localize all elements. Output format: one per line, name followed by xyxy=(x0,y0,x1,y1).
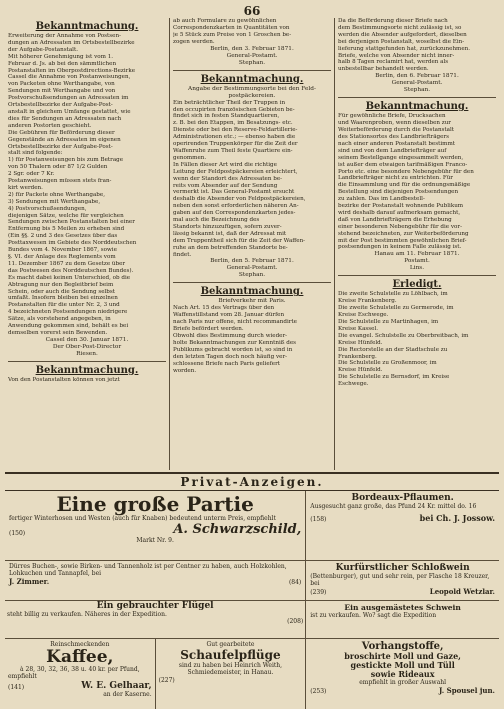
ad-address: an der Kaserne. xyxy=(103,690,152,698)
column-1 xyxy=(5,18,169,470)
text-line: 1) für Postanweisungen bis zum Betrage xyxy=(8,157,124,164)
text-line: dem Bestimmungsorte nicht zulässig ist, so xyxy=(338,24,462,31)
notice-signature xyxy=(173,258,331,279)
text-line: neben den sonst erforderlichen näheren An- xyxy=(173,203,299,210)
text-line: findet sich in festen Standquartieren, xyxy=(173,113,280,120)
text-line: Briefe befördert werden. xyxy=(173,326,244,333)
text-line: Berlin, den 3. Februar 1871. xyxy=(210,45,294,52)
text-line: Sätze, als vorstehend angegeben, in xyxy=(8,316,111,323)
ad-advertiser: J. Zimmer. xyxy=(9,577,50,587)
text-line: Landbriefträger nicht zu entrichten. Für xyxy=(338,175,453,182)
text-line: Von den Postanstalten können von jetzt xyxy=(8,376,120,383)
text-line: die Einsammlung und für die ordnungsmäßige xyxy=(338,182,471,189)
ad-fluegel-row xyxy=(5,601,305,639)
text-line: Waffenruhe zum Theil feste Quartiere ein- xyxy=(173,147,293,154)
text-line: Die Rectorstelle an der Stadtschule zu xyxy=(338,346,448,353)
notice-signature xyxy=(338,73,496,94)
notice-body xyxy=(173,100,331,259)
text-line: zu zahlen. Das im Landbestell- xyxy=(338,196,425,203)
text-line: z. B. bei den Etappen, im Besatzungs- etc. xyxy=(173,120,293,127)
ad-text: sind zu haben bei Heinrich Weith, Schmiedemeister, in Hanau. xyxy=(178,662,283,677)
divider xyxy=(338,275,496,276)
text-line: bei derjenigen Postanstalt, woselbst die Ein- xyxy=(338,38,465,45)
text-line: der Aufgabe-Postanstalt. xyxy=(8,46,78,53)
text-line: je 5 Stück zum Preise von 1 Groschen be- xyxy=(173,31,292,38)
ads-grid xyxy=(5,491,499,709)
text-line: Entfernung bis 5 Meilen zu erheben sind xyxy=(8,226,125,233)
notice-heading: Bekanntmachung. xyxy=(35,364,139,376)
text-line: Erweiterung der Annahme von Postsen- xyxy=(8,33,121,39)
text-line: Anwendung gekommen sind, behält es bei xyxy=(8,323,129,330)
text-line: lässig bekannt ist, daß der Adressat mit xyxy=(173,230,287,237)
ad-number: (141) xyxy=(8,683,25,691)
text-line: von 50 Thalern oder 87 1/2 Gulden xyxy=(8,164,108,171)
text-line: Die Gebühren für Beförderung dieser xyxy=(8,129,115,136)
text-line: Ortsbestellbezirke der Aufgabe-Post- xyxy=(8,102,113,109)
text-line: Dienste oder bei den Reserve-Feldartillerie- xyxy=(173,127,298,134)
text-line: Stephan. xyxy=(403,87,431,94)
text-line: stalt sind folgende: xyxy=(8,150,63,157)
text-line: Februar d. Js. ab bei den sämmtlichen xyxy=(8,60,117,67)
notice-heading: Bekanntmachung. xyxy=(200,73,304,85)
text-line: anstalt in gleichem Umfange gestattet, wie xyxy=(8,108,131,115)
ad-advertiser: A. Schwarzschild, xyxy=(173,522,302,538)
ad-line: broschirte Moll und Gaze, xyxy=(344,651,461,661)
text-line: Kreise Frankenberg. xyxy=(338,298,397,305)
text-line: ist außer dem etwaigen tarifmäßigen Franco- xyxy=(338,161,468,168)
text-line: genommen. xyxy=(173,154,207,161)
text-line: Postanstalten im Oberpostdirections-Bezirke xyxy=(8,67,136,74)
text-line: Leitung der Feldpostpäckereien erleichtert, xyxy=(173,168,298,175)
ad-text: fertiger Winterhosen und Westen (auch für Knaben) bedeutend unterm Preis, empfiehlt xyxy=(9,515,276,522)
ad-partie xyxy=(5,491,305,561)
text-line: 4 bezeichneten Postsendungen niedrigere xyxy=(8,309,128,316)
text-line: reits vom Absender auf der Sendung xyxy=(173,182,278,189)
notice-heading: Bekanntmachung. xyxy=(35,21,139,32)
text-line: Es macht dabei keinen Unterschied, ob die xyxy=(8,274,131,281)
text-line: In Fällen dieser Art wird die richtige xyxy=(173,161,277,168)
text-line: dem Truppentheil sich für die Zeit der Waffen- xyxy=(173,237,306,244)
notice-body xyxy=(173,18,331,46)
notice-body xyxy=(338,113,496,251)
ad-line: gestickte Moll und Tüll xyxy=(350,660,455,670)
text-line: gaben auf den Correspondenzkarten jedes- xyxy=(173,210,296,217)
text-line: Bundes vom 4. November 1867, sowie xyxy=(8,247,117,254)
ad-title: Ein gebrauchter Flügel xyxy=(96,601,214,611)
text-line: Postanweisungen müssen stets fran- xyxy=(8,178,112,185)
text-line: ab auch Formulare zu gewöhnlichen xyxy=(173,18,277,24)
text-line: Die Schulstelle zu Bernsdorf, im Kreise xyxy=(338,374,450,381)
text-line: ruhe an dem betreffenden Standorte be- xyxy=(173,244,288,251)
official-notices xyxy=(5,18,499,470)
notice-body xyxy=(173,305,331,374)
text-line: von Packeten ohne Werthangabe, von xyxy=(8,81,115,88)
ad-text: (Bettenburger), gut und sehr rein, per Flasche 18 Kreuzer, bei xyxy=(310,573,490,588)
text-line: den letzten Tagen doch noch häufig ver- xyxy=(173,353,288,360)
notice-heading: Bekanntmachung. xyxy=(365,101,469,113)
ad-line: sowie Rideaux xyxy=(370,669,435,679)
text-line: §. VI. der Anlage des Reglements vom xyxy=(8,254,116,260)
text-line: Briefe, welche von Absender nicht inner- xyxy=(338,52,455,59)
text-line: Die Schulstelle zu Großenmoor, im xyxy=(338,360,437,367)
ad-advertiser: J. Spousel jun. xyxy=(439,686,495,696)
text-line: Stephan. xyxy=(238,272,266,279)
text-line: General-Postamt. xyxy=(226,265,278,272)
text-line: (Ein §§. 2 und 3 des Gesetzes über das xyxy=(8,233,118,240)
ad-advertiser: bei Ch. J. Jossow. xyxy=(419,513,495,524)
notice-signature xyxy=(173,46,331,67)
text-line: Weiterbeförderung durch die Postanstalt xyxy=(338,127,455,134)
text-line: stehend bezeichneten, zur Weiterbeförderung xyxy=(338,230,469,237)
divider xyxy=(8,361,166,362)
ad-number: (158) xyxy=(310,516,327,524)
text-line: umfaßt. Insofern bleiben bei einzelnen xyxy=(8,295,118,302)
text-line: Die evangel. Schulstelle zu Oberbreitbach, im xyxy=(338,332,469,339)
vacancy-list xyxy=(338,291,496,388)
ad-number: (227) xyxy=(158,676,175,684)
text-line: 11. Dezember 1867 zu dem Gesetze über xyxy=(8,260,126,267)
text-line: kirt werden. xyxy=(8,184,43,191)
text-line: Administrationen etc.; — ebenso haben die xyxy=(173,134,296,141)
text-line: seinem Bestellgange eingesammelt werden, xyxy=(338,154,464,161)
text-line: demselben vorerst sein Bewenden. xyxy=(8,329,108,336)
ad-number: (253) xyxy=(310,688,327,696)
text-line: Die zweite Schulstelle zu Germerode, im xyxy=(338,305,454,312)
ad-pretitle: Gut gearbeitete xyxy=(206,641,255,648)
ad-text: empfiehlt in großer Auswahl xyxy=(359,679,447,686)
text-line: worden. xyxy=(173,367,197,374)
text-line: Stephan. xyxy=(238,59,266,66)
ad-schlosswein xyxy=(305,561,499,601)
text-line: diejenigen Sätze, welche für vergleichen xyxy=(8,212,124,219)
text-line: wird deshalb darauf aufmerksam gemacht, xyxy=(338,209,461,216)
text-line: Kreise Kassel. xyxy=(338,325,379,332)
text-line: dungen an Adressaten im Ortsbestellbezirke xyxy=(8,39,135,46)
text-line: Standorts hinzuzufügen, sofern zuver- xyxy=(173,223,282,230)
text-line: nach Paris nur offene, nicht recommandirte xyxy=(173,319,297,326)
ad-text: à 28, 30, 32, 36, 38 u. 40 kr. per Pfund, xyxy=(20,666,140,674)
ad-text: ist zu verkaufen. Wo? sagt die Expedition xyxy=(310,612,437,619)
text-line: daß von Landbriefträgern die Erhebung xyxy=(338,216,452,223)
text-line: Ein beträchtlicher Theil der Truppen in xyxy=(173,99,286,106)
column-3 xyxy=(334,18,499,470)
ad-text: Dürres Buchen-, sowie Birken- und Tannenholz ist per Centner zu haben, auch Holzkohlen, Lohkuchen und Tannapfel, bei xyxy=(9,563,287,578)
text-line: Nach Art. 15 des Vertrags über den xyxy=(173,305,275,312)
text-line: Gegenstände an Adressaten im eigenen xyxy=(8,136,121,143)
text-line: Schein, oder auch die Sendung selbst xyxy=(8,288,116,295)
text-line: Publikums gebracht worden ist, so sind in xyxy=(173,346,293,353)
text-line: Hanau am 11. Februar 1871. xyxy=(374,251,460,258)
notice-subheading: Briefverkehr mit Paris. xyxy=(218,298,286,305)
text-line: Die Schulstelle zu Martinhagen, im xyxy=(338,319,439,325)
notice-subheading: Angabe der Bestimmungsorte bei den Feld- xyxy=(188,85,316,92)
text-line: unbestellbar behandelt werden. xyxy=(338,66,429,73)
ad-title: Ein ausgemästetes Schwein xyxy=(344,603,461,612)
text-line: Da die Beförderung dieser Briefe nach xyxy=(338,18,448,24)
ad-number: (150) xyxy=(9,530,26,538)
text-line: Cassel die Annahme von Postanweisungen, xyxy=(8,74,131,81)
text-line: vermerkt ist. Das General-Postamt ersucht xyxy=(173,189,295,196)
text-line: 2 Sgr. oder 7 Kr. xyxy=(8,171,55,178)
text-line: Postvorschußsendungen an Adressaten im xyxy=(8,95,129,102)
text-line: Abtragung nur den Begleitbrief beim xyxy=(8,281,114,288)
notice-heading: Bekanntmachung. xyxy=(200,286,304,298)
text-line: Waffenstillstand vom 28. Januar dürfen xyxy=(173,312,285,319)
notice-signature xyxy=(338,251,496,272)
ad-text: empfiehlt xyxy=(8,673,37,681)
ad-schwein xyxy=(305,601,499,639)
text-line: den occupirten französischen Gebieten be- xyxy=(173,106,295,113)
divider xyxy=(173,70,331,71)
text-line: des Stationsortes des Landbriefträgers xyxy=(338,133,449,140)
notice-body xyxy=(338,18,496,73)
text-line: mit der Post bestimmten gewöhnlichen Brief- xyxy=(338,237,467,244)
text-line: Berlin, den 6. Februar 1871. xyxy=(375,73,459,80)
ad-fluegel xyxy=(5,601,305,638)
notice-signature xyxy=(8,337,166,358)
ad-text: steht billig zu verkaufen. Näheres in der Expedition. xyxy=(7,611,167,618)
ad-pretitle: Reinschmeckenden xyxy=(50,641,110,648)
text-line: postsendungen in keinem Falle zulässig ist. xyxy=(338,244,462,251)
ad-title: Eine große Partie xyxy=(56,492,254,516)
text-line: 3) Sendungen mit Werthangabe, xyxy=(8,198,101,205)
text-line: Bestellung sind diejenigen Postsendungen xyxy=(338,189,459,196)
ad-number: (84) xyxy=(288,579,302,587)
text-line: werden die Absender aufgefordert, dieselben xyxy=(338,31,467,38)
page-number: 66 xyxy=(243,4,261,18)
ad-advertiser: Leopold Wetzlar. xyxy=(429,587,495,597)
text-line: Postanstalten für die unter Nr. 2, 3 und xyxy=(8,302,120,309)
text-line: einer besonderen Nebengebühr für die vor- xyxy=(338,223,462,230)
text-line: Berlin, den 5. Februar 1871. xyxy=(210,258,294,265)
text-line: Kreise Eschwege. xyxy=(338,312,389,319)
ad-number: (208) xyxy=(287,618,304,626)
text-line: Kreise Hünfeld. xyxy=(338,339,383,346)
text-line: mal auch die Bezeichnung des xyxy=(173,217,260,224)
text-line: Für gewöhnliche Briefe, Drucksachen xyxy=(338,113,446,120)
text-line: das Postwesen des Norddeutschen Bundes). xyxy=(8,267,134,274)
text-line: Kreise Hünfeld. xyxy=(338,367,383,374)
text-line: General-Postamt. xyxy=(391,80,443,87)
text-line: wenn der Standort des Adressaten be- xyxy=(173,175,283,182)
text-line: schlossene Briefe nach Paris geliefert xyxy=(173,360,281,367)
column-2 xyxy=(169,18,334,470)
ad-title: Kaffee, xyxy=(46,647,114,668)
ad-bordeaux xyxy=(305,491,499,561)
ad-vorhangstoffe xyxy=(305,639,499,709)
notice-subheading: postpäckereien. xyxy=(228,92,276,99)
notice-heading: Erledigt. xyxy=(392,279,442,291)
text-line: Riesen. xyxy=(76,350,98,357)
ad-kaffee-pfluege-row xyxy=(5,639,305,709)
text-line: Lins. xyxy=(409,265,425,272)
ad-title: Vorhangstoffe, xyxy=(361,641,444,652)
ad-text: Ausgesucht ganz große, das Pfund 24 Kr. mittel do. 16 xyxy=(310,503,477,510)
text-line: dies für Sendungen an Adressaten nach xyxy=(8,115,122,122)
text-line: operirenden Truppenkörper für die Zeit der xyxy=(173,141,298,148)
text-line: Correspondenzkarten in Quantitäten von xyxy=(173,24,290,31)
text-line: holte Bekanntmachungen zur Kenntniß des xyxy=(173,340,297,346)
text-line: Cassel den 30. Januar 1871. xyxy=(45,336,129,343)
text-line: Obwohl dies Bestimmung durch wieder- xyxy=(173,333,288,340)
ad-title: Bordeaux-Pflaumen. xyxy=(351,493,454,503)
ad-pfluege xyxy=(155,639,306,709)
text-line: Mit höherer Genehmigung ist vom 1. xyxy=(8,53,114,60)
text-line: 2) für Packete ohne Werthangabe, xyxy=(8,191,105,198)
ad-advertiser: W. E. Gelhaar, xyxy=(81,680,152,691)
ad-title: Kurfürstlicher Schloßwein xyxy=(335,563,470,573)
text-line: Frankenberg. xyxy=(338,353,377,360)
text-line: nach einer anderen Postanstalt bestimmt xyxy=(338,140,455,147)
ad-title: Schaufelpflüge xyxy=(180,648,281,663)
text-line: Porto etc. eine besondere Nebengebühr für den xyxy=(338,168,474,175)
text-line: Die zweite Schulstelle zu Löhlbach, im xyxy=(338,291,448,298)
text-line: lieferung stattgefunden hat, zurückzunehmen. xyxy=(338,45,471,52)
divider xyxy=(173,282,331,283)
text-line: deshalb die Absender von Feldpostpäckereien, xyxy=(173,196,306,203)
text-line: sind und von dem Landbriefträger auf xyxy=(338,147,447,154)
text-line: Der Ober-Post-Director xyxy=(52,343,122,350)
ad-address: Markt Nr. 9. xyxy=(136,537,174,545)
text-line: halb 8 Tagen reclamirt hat, werden als xyxy=(338,59,449,66)
ad-holz xyxy=(5,561,305,601)
text-line: anderen Postorten geschieht. xyxy=(8,122,92,129)
text-line: General-Postamt. xyxy=(226,52,278,59)
ad-kaffee xyxy=(5,639,155,709)
text-line: Sendungen mit Werthangabe und von xyxy=(8,88,116,95)
notice-body xyxy=(8,377,166,384)
text-line: bezirke der Postanstalt wohnende Publikum xyxy=(338,203,464,210)
private-ads-title: Privat-Anzeigen. xyxy=(5,472,499,491)
divider xyxy=(338,97,496,98)
text-line: 4) Postvorschußsendungen, xyxy=(8,205,87,212)
notice-body xyxy=(8,33,166,337)
ad-number: (239) xyxy=(310,589,327,597)
text-line: und Waarenproben, wenn dieselben zur xyxy=(338,120,451,127)
text-line: Eschwege. xyxy=(338,381,369,388)
text-line: findet. xyxy=(173,251,192,258)
text-line: Ortsbestellbezirke der Aufgabe-Post- xyxy=(8,143,113,150)
text-line: Posttaxwesen im Gebiete des Norddeutschen xyxy=(8,240,137,247)
text-line: zogen werden. xyxy=(173,38,215,45)
text-line: Postamt. xyxy=(404,258,430,265)
text-line: Sendungen zwischen Postanstalten bei einer xyxy=(8,219,135,226)
